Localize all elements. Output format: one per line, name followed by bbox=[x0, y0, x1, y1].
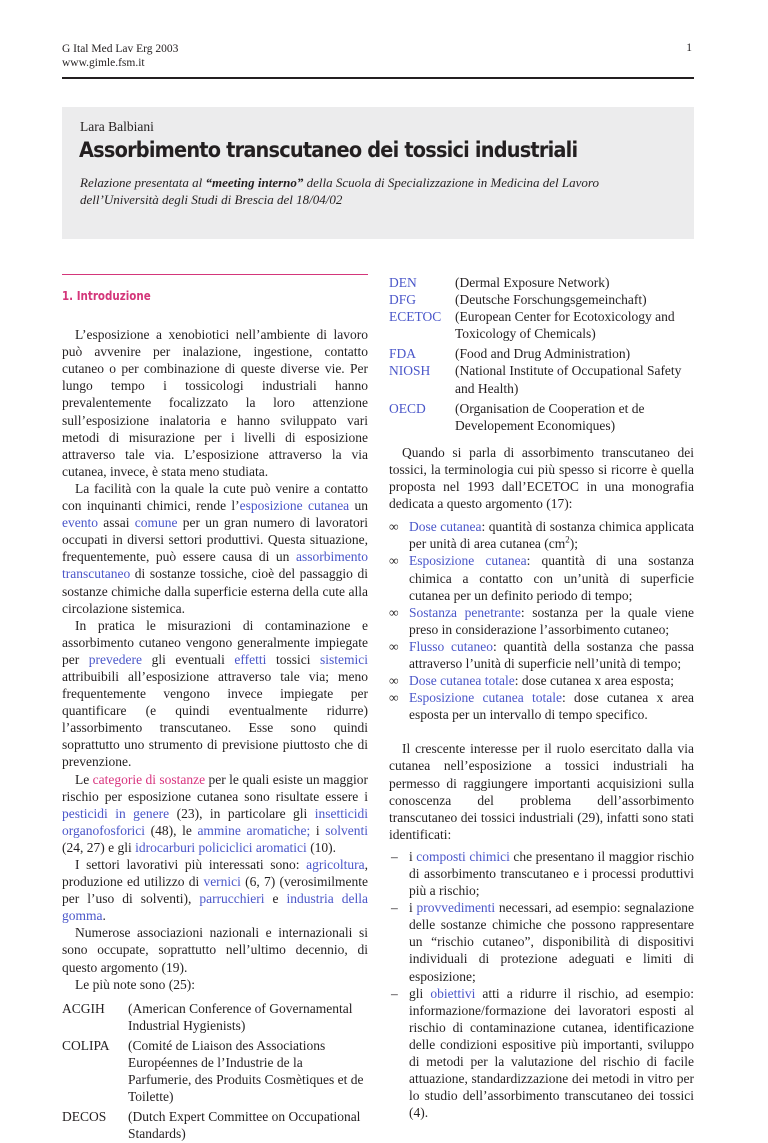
abbr-value: (National Institute of Occupational Safety and Health) bbox=[455, 363, 682, 396]
abbr-value: (European Center for Ecotoxicology and Toxicology of Chemicals) bbox=[455, 309, 675, 342]
text: per le quali esiste un maggior rischio per esposizione cutanea sono risultate essere i bbox=[62, 771, 368, 804]
abbr-key: DEN bbox=[389, 275, 417, 290]
definition-term: Dose cutanea totale bbox=[409, 673, 515, 689]
definition-text: : dose cutanea x area esposta; bbox=[514, 673, 675, 689]
keyword: insetticidi organofosforici bbox=[62, 805, 368, 838]
keyword: effetti bbox=[234, 651, 267, 667]
dash-bullet-icon: – bbox=[391, 985, 398, 1001]
text: di sostanze tossiche, cioè del passaggio di sostanze chimiche dalla superficie esterna della cute alla circolazione sistemica. bbox=[62, 566, 368, 616]
item-pre: gli bbox=[409, 985, 431, 1001]
text: per un gran numero di lavoratori occupati in diversi settori produttivi. Questa situazione, frequentemente, può essere causa di un bbox=[62, 515, 368, 565]
text: (6, 7) (verosimilmente per l’uso di solventi), bbox=[62, 874, 368, 907]
list-item bbox=[389, 638, 694, 672]
paragraph bbox=[62, 617, 368, 771]
infinity-bullet-icon: ∞ bbox=[389, 638, 399, 654]
paragraph bbox=[62, 771, 368, 856]
keyword: sistemici bbox=[320, 651, 368, 667]
definition-text: : quantità di sostanza chimica applicata per unità di area cutanea (cm bbox=[409, 519, 694, 552]
keyword: vernici bbox=[203, 874, 241, 890]
journal-citation: G Ital Med Lav Erg 2003 bbox=[62, 43, 179, 55]
identified-list bbox=[389, 848, 694, 1122]
keyword: evento bbox=[62, 515, 98, 531]
infinity-bullet-icon: ∞ bbox=[389, 553, 399, 569]
abbr-value: (Comité de Liaison des Associations Européennes de l’Industrie de la Parfumerie, des Produits Cosmètiques et de Toilette) bbox=[128, 1037, 364, 1105]
paragraph: Le più note sono (25): bbox=[75, 976, 195, 992]
superscript: 2 bbox=[565, 534, 570, 545]
abbr-value: (Dermal Exposure Network) bbox=[455, 275, 610, 290]
keyword: pesticidi in genere bbox=[62, 805, 170, 821]
dash-bullet-icon: – bbox=[391, 900, 398, 916]
text: (23), in particolare gli bbox=[169, 805, 315, 821]
definition-text: : quantità della sostanza che passa attraverso l’unità di superficie nell’unità di tempo; bbox=[409, 638, 694, 671]
infinity-bullet-icon: ∞ bbox=[389, 604, 399, 620]
abbr-value: (American Conference of Governamental Industrial Hygienists) bbox=[128, 1000, 353, 1033]
text: assai bbox=[98, 515, 135, 531]
paragraph: Il crescente interesse per il ruolo esercitato dalla via cutanea nell’esposizione a tossici industriali ha permesso di raggiungere importanti acquisizioni sulla conoscenza del problema dell’assorbimento transcutaneo dei tossici industriali (29), infatti sono stati identificati: bbox=[389, 741, 694, 842]
subtitle-part: della Scuola di Specializzazione in Medicina del Lavoro dell’Università degli Studi di Brescia del 18/04/02 bbox=[80, 175, 599, 207]
abbr-value: (Deutsche Forschungsgemeinchaft) bbox=[455, 292, 647, 308]
journal-url[interactable]: www.gimle.fsm.it bbox=[62, 57, 145, 69]
item-text: che presentano il maggior rischio di assorbimento transcutaneo e i processi produttivi più a rischio; bbox=[409, 848, 694, 899]
item-term: provvedimenti bbox=[416, 900, 496, 916]
abbr-value: (Food and Drug Administration) bbox=[455, 346, 631, 362]
list-item bbox=[389, 604, 694, 638]
paragraph bbox=[62, 856, 368, 924]
text: (10). bbox=[306, 839, 337, 855]
infinity-bullet-icon: ∞ bbox=[389, 519, 399, 535]
title-box bbox=[62, 107, 694, 239]
header-rule bbox=[62, 77, 694, 79]
list-item bbox=[389, 518, 694, 552]
keyword: ammine aromatiche; bbox=[197, 822, 311, 838]
definition-text: : dose cutanea x area esposta per un intervallo di tempo specifico. bbox=[409, 690, 694, 723]
running-header bbox=[62, 42, 178, 70]
text: (48), le bbox=[144, 822, 198, 838]
definition-term: Flusso cutaneo bbox=[409, 638, 494, 654]
keyword: industria della gomma bbox=[62, 891, 369, 924]
dash-bullet-icon: – bbox=[391, 848, 398, 864]
page-number: 1 bbox=[686, 42, 692, 54]
abbr-key: DECOS bbox=[62, 1109, 107, 1125]
text: In pratica le misurazioni di contaminazione e assorbimento cutaneo vengono generalmente impiegate per bbox=[62, 617, 368, 667]
text: I settori lavorativi più interessati sono: bbox=[75, 857, 307, 872]
abbreviation-list bbox=[389, 274, 694, 434]
text: gli eventuali bbox=[142, 651, 235, 667]
list-item bbox=[389, 985, 694, 1122]
list-item bbox=[389, 689, 694, 723]
text: attribuibili all’esposizione attraverso tale via; meno frequentemente vengono invece impiegate per quantificare (e quindi eventualmente ridurre) l’assorbimento transcutaneo. Esse sono quindi soprattutto uno strumento di previsione piuttosto che di prevenzione. bbox=[62, 668, 368, 770]
paragraph: L’esposizione a xenobiotici nell’ambiente di lavoro può avvenire per inalazione, ingestione, contatto cutaneo o per combinazione di queste diverse vie. Per lungo tempo i tossicologi industriali hanno prevalentemente focalizzato la loro attenzione sull’esposizione inalatoria e hanno sviluppato vari metodi di misurazione per i livelli di esposizione attraverso tale via. L’esposizione attraverso la via cutanea, invece, è stata meno studiata. bbox=[62, 327, 368, 479]
definition-text: : quantità di una sostanza chimica a contatto con un’unità di superficie cutanea per un definito periodo di tempo; bbox=[409, 553, 694, 603]
abbr-key: COLIPA bbox=[62, 1037, 110, 1053]
keyword: parrucchieri bbox=[199, 891, 265, 907]
right-column bbox=[389, 274, 694, 1121]
text: un bbox=[349, 498, 368, 514]
paragraph: Numerose associazioni nazionali e internazionali si sono occupate, soprattutto nell’ultimo decennio, di questo argomento (19). bbox=[62, 925, 368, 975]
keyword: assorbimento transcutaneo bbox=[62, 549, 368, 582]
keyword: prevedere bbox=[88, 651, 143, 667]
text: , produzione ed utilizzo di bbox=[62, 857, 368, 890]
section-rule bbox=[62, 274, 368, 275]
paragraph bbox=[62, 480, 368, 617]
item-term: composti chimici bbox=[416, 848, 510, 864]
item-term: obiettivi bbox=[430, 985, 476, 1001]
article-title: Assorbimento transcutaneo dei tossici industriali bbox=[79, 138, 578, 163]
infinity-bullet-icon: ∞ bbox=[389, 690, 399, 706]
definition-text: : sostanza per la quale viene preso in considerazione l’assorbimento cutaneo; bbox=[409, 604, 695, 637]
list-item bbox=[389, 899, 694, 984]
abbr-key: ACGIH bbox=[62, 1000, 105, 1016]
infinity-bullet-icon: ∞ bbox=[389, 673, 399, 689]
keyword: idrocarburi policiclici aromatici bbox=[135, 839, 307, 855]
definition-term: Sostanza penetrante bbox=[409, 604, 521, 620]
text: La facilità con la quale la cute può venire a contatto con inquinanti chimici, rende l’ bbox=[62, 480, 368, 514]
text: tossici bbox=[266, 651, 320, 667]
section-title: 1. Introduzione bbox=[62, 289, 151, 303]
abbr-key: ECETOC bbox=[389, 309, 442, 325]
keyword: esposizione cutanea bbox=[239, 498, 350, 514]
list-item bbox=[389, 848, 694, 899]
text: i bbox=[310, 822, 326, 838]
definition-list bbox=[389, 518, 694, 723]
list-item bbox=[389, 552, 694, 603]
definition-term: Esposizione cutanea totale bbox=[409, 690, 562, 706]
subtitle-part: Relazione presentata al bbox=[80, 175, 206, 190]
text: . bbox=[102, 908, 106, 924]
abbr-key: OECD bbox=[389, 400, 426, 416]
definition-term: Esposizione cutanea bbox=[409, 553, 527, 569]
list-item bbox=[389, 672, 694, 689]
keyword: comune bbox=[134, 515, 178, 531]
author-name: Lara Balbiani bbox=[80, 119, 154, 134]
keyword: solventi bbox=[325, 822, 368, 838]
paragraph: Quando si parla di assorbimento transcutaneo dei tossici, la terminologia cui più spesso si ricorre è quella proposta nel 1993 dall’ECETOC in una monografia dedicata a questo argomento (17): bbox=[389, 444, 694, 512]
abbr-key: NIOSH bbox=[389, 363, 431, 379]
keyword: categorie di sostanze bbox=[92, 771, 206, 787]
abbr-value: (Dutch Expert Committee on Occupational Standards) bbox=[128, 1109, 361, 1142]
item-text: necessari, ad esempio: segnalazione delle sostanze chimiche che possono rappresentare un “rischio cutaneo”, disponibilità di dispositivi individuali di protezione adeguati e limiti di esposizione; bbox=[409, 900, 694, 984]
item-text: atti a ridurre il rischio, ad esempio: informazione/formazione dei lavoratori esposti al rischio di contaminazione cutanea, identificazione delle condizioni espositive più importanti, sviluppo di metodi per la valutazione del rischio di facile attuazione, standardizzazione dei metodi in vitro per lo studio dell’assorbimento transcutaneo dei tossici (4). bbox=[409, 985, 694, 1121]
text: Le bbox=[75, 771, 93, 787]
abbr-value: (Organisation de Cooperation et de Developement Economiques) bbox=[455, 400, 645, 433]
article-subtitle bbox=[80, 174, 680, 208]
abbreviation-list bbox=[62, 1000, 368, 1143]
definition-tail: ); bbox=[569, 536, 579, 552]
keyword: agricoltura bbox=[306, 857, 365, 872]
text: (24, 27) e gli bbox=[62, 839, 136, 855]
item-pre: i bbox=[409, 900, 417, 916]
definition-term: Dose cutanea bbox=[409, 519, 482, 535]
abbr-key: DFG bbox=[389, 292, 417, 308]
left-column bbox=[62, 274, 368, 1143]
text: e bbox=[264, 891, 287, 907]
item-pre: i bbox=[409, 848, 417, 864]
subtitle-emphasis: “meeting interno” bbox=[205, 175, 304, 190]
abbr-key: FDA bbox=[389, 346, 417, 362]
